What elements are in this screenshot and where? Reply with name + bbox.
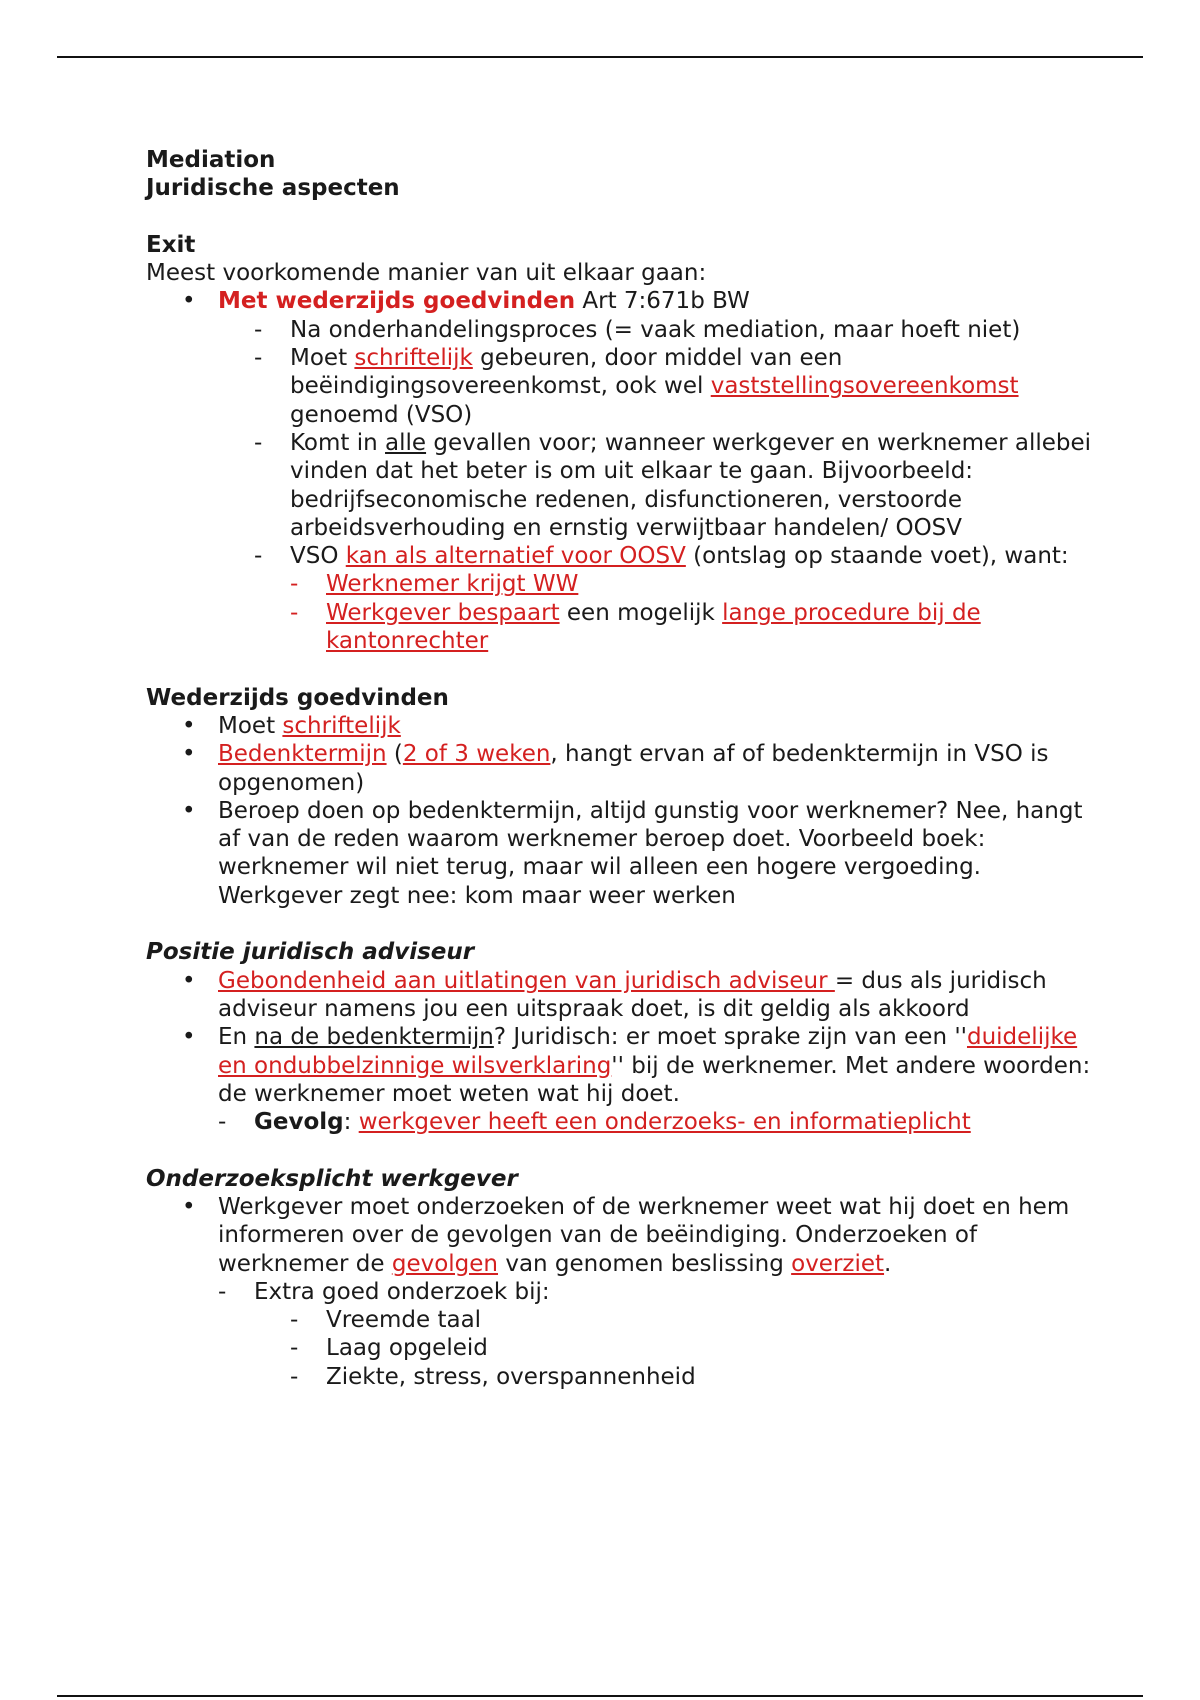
oz-b1-d: overziet — [791, 1250, 885, 1277]
exit-heading: Exit — [146, 231, 196, 258]
list-item — [146, 797, 1106, 910]
bullet-marker: • — [182, 967, 196, 994]
list-item — [146, 429, 1106, 542]
spacer — [146, 1136, 1106, 1164]
document-body — [146, 146, 1106, 1391]
positie-heading: Positie juridisch adviseur — [146, 939, 475, 966]
dash-marker: - — [290, 1335, 299, 1362]
bullet-marker: • — [182, 288, 196, 315]
exit-d4-c: (ontslag op staande voet), want: — [685, 543, 1069, 570]
list-item — [146, 1334, 1106, 1362]
wz-b2-d: , hangt ervan af of bedenktermijn in VSO is opgenomen) — [218, 741, 1049, 796]
dash-marker: - — [254, 316, 263, 343]
list-item — [146, 344, 1106, 429]
exit-b1-red: Met wederzijds goedvinden — [218, 288, 576, 315]
wz-b1-b: schriftelijk — [282, 712, 401, 739]
oz-b1-e: . — [884, 1250, 892, 1277]
exit-d2-c: gebeuren, door middel van een beëindigingsovereenkomst, ook wel — [290, 345, 843, 400]
dash-marker: - — [290, 1307, 299, 1334]
bullet-marker: • — [182, 1193, 196, 1220]
top-rule — [57, 56, 1143, 58]
exit-s2-b: een mogelijk — [559, 599, 723, 626]
list-item — [146, 287, 1106, 315]
onderzoek-heading: Onderzoeksplicht werkgever — [146, 1165, 518, 1192]
exit-d4-a: VSO — [290, 543, 346, 570]
bullet-marker: • — [182, 797, 196, 824]
spacer — [146, 203, 1106, 231]
wz-b1-a: Moet — [218, 712, 283, 739]
exit-d3-b: alle — [385, 429, 427, 456]
pos-b2-c: ? Juridisch: er moet sprake zijn van een '' — [493, 1024, 967, 1051]
exit-d2-e: genoemd (VSO) — [290, 401, 473, 428]
exit-d1: Na onderhandelingsproces (= vaak mediation, maar hoeft niet) — [290, 316, 1021, 343]
list-item — [146, 967, 1106, 1024]
doc-subtitle: Juridische aspecten — [146, 175, 400, 202]
dash-marker: - — [290, 1363, 299, 1390]
wz-b2-a: Bedenktermijn — [218, 741, 387, 768]
exit-d3-a: Komt in — [290, 429, 386, 456]
pos-b2-e: '' bij de werknemer. Met andere woorden: de werknemer moet weten wat hij doet. — [218, 1052, 1091, 1107]
spacer — [146, 655, 1106, 683]
oz-d1: Extra goed onderzoek bij: — [254, 1278, 550, 1305]
pos-b2-a: En — [218, 1024, 255, 1051]
dash-marker: - — [290, 571, 299, 598]
exit-d2-b: schriftelijk — [354, 345, 473, 372]
wz-b2-c: 2 of 3 weken — [402, 741, 551, 768]
pos-d1-c: werkgever heeft een onderzoeks- en informatieplicht — [358, 1109, 971, 1136]
list-item — [146, 570, 1106, 598]
bottom-rule — [57, 1695, 1143, 1697]
list-item — [146, 599, 1106, 656]
pos-d1-a: Gevolg — [254, 1109, 344, 1136]
oz-b1-b: gevolgen — [391, 1250, 499, 1277]
exit-d2-a: Moet — [290, 345, 355, 372]
exit-d2-d: vaststellingsovereenkomst — [710, 373, 1019, 400]
exit-s2-c: lange procedure bij de kantonrechter — [326, 599, 981, 655]
list-item — [146, 1306, 1106, 1334]
list-item — [146, 740, 1106, 797]
oz-b1-c: van genomen beslissing — [498, 1250, 792, 1277]
list-item — [146, 1278, 1106, 1306]
pos-d1-b: : — [343, 1109, 359, 1136]
exit-s2-a: Werkgever bespaart — [326, 599, 560, 626]
oz-s2: Laag opgeleid — [326, 1335, 488, 1362]
exit-s1: Werknemer krijgt WW — [326, 571, 579, 598]
list-item — [146, 1023, 1106, 1108]
exit-intro: Meest voorkomende manier van uit elkaar gaan: — [146, 260, 707, 287]
oz-s1: Vreemde taal — [326, 1307, 482, 1334]
dash-marker: - — [218, 1109, 227, 1136]
pos-b1-a: Gebondenheid aan uitlatingen van juridisch adviseur — [218, 967, 835, 994]
list-item — [146, 316, 1106, 344]
dash-marker: - — [254, 543, 263, 570]
wz-b2-b: ( — [386, 741, 403, 768]
pos-b2-b: na de bedenktermijn — [254, 1024, 494, 1051]
spacer — [146, 910, 1106, 938]
wz-b3: Beroep doen op bedenktermijn, altijd gunstig voor werknemer? Nee, hangt af van de reden waarom werknemer beroep doet. Voorbeeld boek: werknemer wil niet terug, maar wil alleen een hogere vergoeding. Werkgever zegt nee: kom maar weer werken — [218, 797, 1083, 909]
bullet-marker: • — [182, 712, 196, 739]
list-item — [146, 542, 1106, 570]
pos-b2-d: duidelijke en ondubbelzinnige wilsverklaring — [218, 1024, 1078, 1079]
exit-b1-rest: Art 7:671b BW — [575, 288, 750, 315]
doc-title: Mediation — [146, 147, 276, 173]
dash-marker: - — [218, 1278, 227, 1305]
exit-d3-c: gevallen voor; wanneer werkgever en werknemer allebei vinden dat het beter is om uit elkaar te gaan. Bijvoorbeeld: bedrijfseconomische redenen, disfunctioneren, verstoorde arbeidsverhouding en ernstig verwijtbaar handelen/ OOSV — [290, 429, 1092, 541]
dash-marker: - — [254, 345, 263, 372]
pos-b1-b: = dus als juridisch adviseur namens jou een uitspraak doet, is dit geldig als akkoord — [218, 967, 1047, 1022]
list-item — [146, 1193, 1106, 1278]
bullet-marker: • — [182, 1024, 196, 1051]
oz-s3: Ziekte, stress, overspannenheid — [326, 1363, 696, 1390]
list-item — [146, 1363, 1106, 1391]
wederzijds-heading: Wederzijds goedvinden — [146, 684, 449, 711]
dash-marker: - — [254, 429, 263, 456]
list-item — [146, 1108, 1106, 1136]
list-item — [146, 712, 1106, 740]
exit-d4-b: kan als alternatief voor OOSV — [345, 543, 686, 570]
oz-b1-a: Werkgever moet onderzoeken of de werknemer weet wat hij doet en hem informeren over de gevolgen van de beëindiging. Onderzoeken of werknemer de — [218, 1193, 1070, 1277]
dash-marker: - — [290, 599, 299, 626]
bullet-marker: • — [182, 741, 196, 768]
